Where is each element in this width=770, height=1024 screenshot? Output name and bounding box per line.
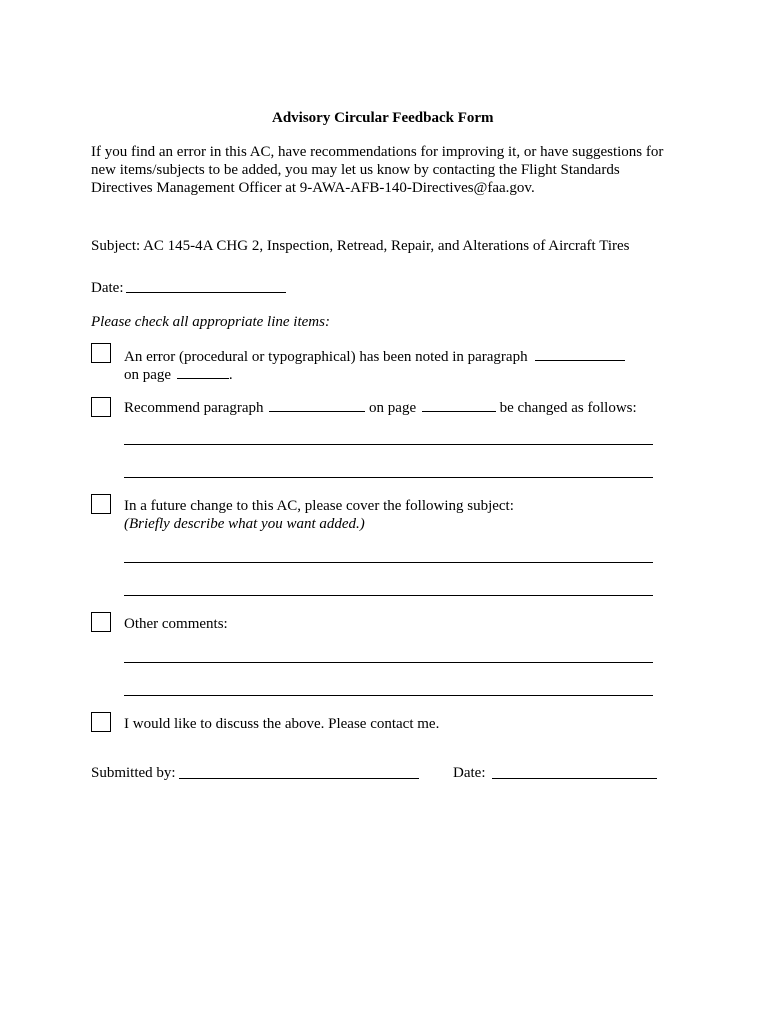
- other-comments-label: Other comments:: [124, 616, 228, 632]
- error-page-field[interactable]: [177, 364, 229, 379]
- other-comments-line-2[interactable]: [124, 695, 653, 696]
- intro-line-3: Directives Management Officer at 9-AWA-AFB-140-Directives@faa.gov.: [91, 180, 535, 196]
- future-checkbox[interactable]: [91, 494, 111, 514]
- date-field[interactable]: [126, 292, 286, 293]
- error-paragraph-field[interactable]: [535, 346, 625, 361]
- future-item-line-1: In a future change to this AC, please cover the following subject:: [124, 498, 514, 514]
- error-item-line-1: [124, 346, 625, 366]
- recommend-item-line: [124, 397, 637, 417]
- error-item-text: An error (procedural or typographical) has been noted in paragraph: [124, 349, 528, 365]
- error-checkbox[interactable]: [91, 343, 111, 363]
- submitted-by-field[interactable]: [179, 778, 419, 779]
- submitted-by-label: Submitted by:: [91, 765, 176, 781]
- future-response-line-1[interactable]: [124, 562, 653, 563]
- error-page-period: .: [228, 367, 233, 383]
- error-page-label: on page: [124, 367, 172, 383]
- recommend-paragraph-label: Recommend paragraph: [124, 400, 264, 416]
- future-item-line-2: (Briefly describe what you want added.): [124, 516, 365, 532]
- future-response-line-2[interactable]: [124, 595, 653, 596]
- date-label: Date:: [91, 280, 124, 296]
- form-title: Advisory Circular Feedback Form: [272, 110, 494, 126]
- footer-date-field[interactable]: [492, 778, 657, 779]
- other-comments-checkbox[interactable]: [91, 612, 111, 632]
- recommend-response-line-1[interactable]: [124, 444, 653, 445]
- contact-me-checkbox[interactable]: [91, 712, 111, 732]
- recommend-response-line-2[interactable]: [124, 477, 653, 478]
- recommend-page-label: on page: [369, 400, 417, 416]
- intro-line-2: new items/subjects to be added, you may let us know by contacting the Flight Standards: [91, 162, 620, 178]
- intro-line-1: If you find an error in this AC, have recommendations for improving it, or have suggestions for: [91, 144, 664, 160]
- recommend-checkbox[interactable]: [91, 397, 111, 417]
- subject-line: Subject: AC 145-4A CHG 2, Inspection, Retread, Repair, and Alterations of Aircraft Tires: [91, 238, 630, 254]
- recommend-changed-label: be changed as follows:: [499, 400, 637, 416]
- contact-me-label: I would like to discuss the above. Please contact me.: [124, 716, 440, 732]
- recommend-page-field[interactable]: [422, 397, 496, 412]
- recommend-paragraph-field[interactable]: [269, 397, 365, 412]
- footer-date-label: Date:: [453, 765, 486, 781]
- other-comments-line-1[interactable]: [124, 662, 653, 663]
- error-item-line-2: [124, 364, 233, 384]
- instruction-text: Please check all appropriate line items:: [91, 314, 330, 330]
